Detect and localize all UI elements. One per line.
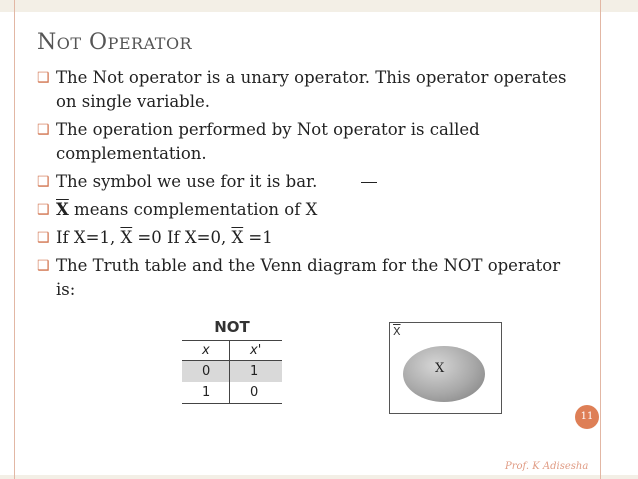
bullet-item	[37, 118, 582, 166]
bullet-item	[37, 254, 582, 302]
bullet-text: If X=1,	[56, 228, 121, 247]
table-header-cell: x'	[230, 341, 282, 361]
table-row	[182, 382, 282, 404]
truth-table-grid	[182, 340, 282, 404]
table-header-cell: x	[182, 341, 230, 361]
top-band	[0, 0, 638, 12]
bullet-text: The Not operator is a unary operator. This operator operates on single variable.	[56, 68, 567, 111]
bullet-text: =1	[243, 228, 273, 247]
table-cell: 0	[230, 382, 282, 404]
right-rule	[600, 0, 601, 479]
bullet-box-icon: ❑	[37, 258, 50, 274]
bullet-item	[37, 66, 582, 114]
bullet-box-icon: ❑	[37, 230, 50, 246]
bullet-item	[37, 170, 582, 194]
slide-title	[37, 30, 192, 55]
bullet-box-icon: ❑	[37, 122, 50, 138]
bullet-text: The symbol we use for it is bar.	[56, 172, 318, 191]
bullet-text: The operation performed by Not operator is called complementation.	[56, 120, 480, 163]
bullet-list	[37, 66, 582, 306]
title-initial-1: N	[37, 30, 57, 55]
venn-complement-label: $\overline{X}$	[393, 325, 401, 338]
bullet-box-icon: ❑	[37, 202, 50, 218]
table-row	[182, 361, 282, 383]
page-number-badge: 11	[575, 405, 599, 429]
table-cell: 1	[182, 382, 230, 404]
bullet-item	[37, 226, 582, 250]
table-cell: 1	[230, 361, 282, 383]
title-rest-2: PERATOR	[107, 34, 193, 53]
left-rule	[14, 0, 15, 479]
bullet-text: The Truth table and the Venn diagram for the NOT operator is:	[56, 256, 561, 299]
title-initial-2: O	[89, 30, 108, 55]
complement-x: $\overline{X}$	[120, 228, 133, 247]
table-header-row	[182, 341, 282, 361]
bullet-text: means complementation of X	[68, 200, 318, 219]
bottom-band	[0, 475, 638, 479]
title-rest-1: OT	[56, 34, 82, 53]
complement-symbol: $\overline{X}$	[56, 200, 69, 219]
venn-circle-label: X	[435, 361, 445, 376]
bullet-text: =0 If X=0,	[132, 228, 232, 247]
truth-table	[182, 318, 282, 404]
truth-table-heading: NOT	[214, 318, 250, 336]
bar-symbol	[361, 182, 377, 183]
table-cell: 0	[182, 361, 230, 383]
complement-x: $\overline{X}$	[231, 228, 244, 247]
bullet-box-icon: ❑	[37, 174, 50, 190]
bullet-box-icon: ❑	[37, 70, 50, 86]
bullet-item	[37, 198, 582, 222]
footer-author: Prof. K Adisesha	[505, 461, 589, 472]
venn-diagram	[389, 322, 502, 414]
